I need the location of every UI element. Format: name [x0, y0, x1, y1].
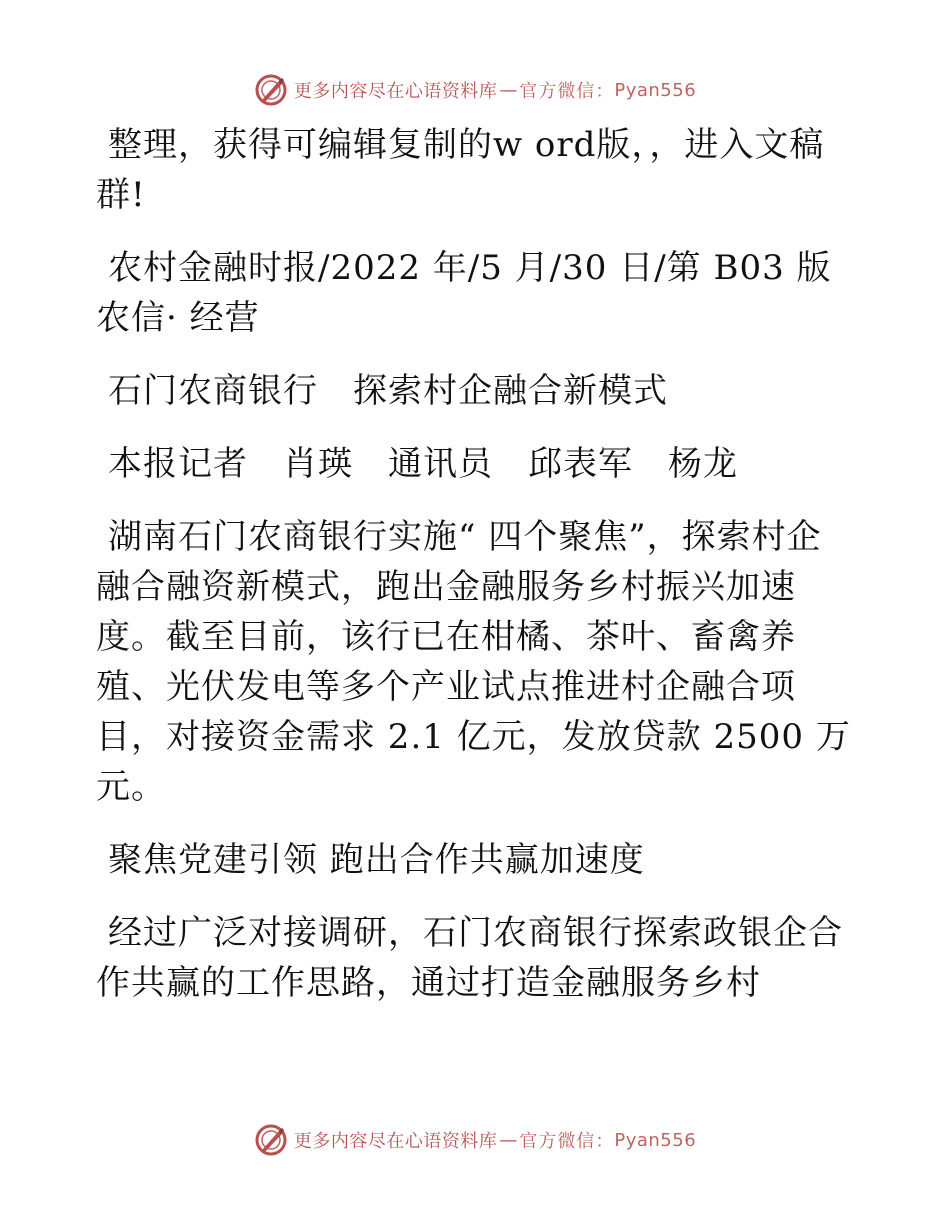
pen-circle-logo-icon — [254, 73, 288, 107]
banner-separator: — — [499, 1129, 518, 1151]
banner-separator: — — [499, 79, 518, 101]
banner-brand-text: 更多内容尽在心语资料库 — [293, 1131, 498, 1152]
pen-circle-logo-icon — [254, 1123, 288, 1157]
byline: 本报记者 肖瑛 通讯员 邱表军 杨龙 — [108, 444, 738, 484]
lead-paragraph: 湖南石门农商银行实施“ 四个聚焦”，探索村企融合融资新模式，跑出金融服务乡村振兴加速度。截至目前，该行已在柑橘、茶叶、畜禽养殖、光伏发电等多个产业试点推进村企融合项目，对接资金需求 2.1 亿元，发放贷款 2500 万元。 — [96, 517, 851, 807]
footer-banner — [0, 1120, 950, 1160]
banner-official-label: 官方微信： — [519, 81, 615, 102]
header-banner — [0, 70, 950, 110]
body-paragraph: 经过广泛对接调研，石门农商银行探索政银企合作共赢的工作思路，通过打造金融服务乡村 — [96, 913, 843, 1003]
section-heading: 聚焦党建引领 跑出合作共赢加速度 — [108, 840, 645, 880]
banner-official-label: 官方微信： — [519, 1131, 615, 1152]
intro-paragraph: 整理，获得可编辑复制的w ord版，，进入文稿群! — [96, 125, 825, 215]
banner-wechat-id: Pyan556 — [614, 1129, 697, 1151]
source-line: 农村金融时报/2022 年/5 月/30 日/第 B03 版农信· 经营 — [96, 248, 832, 338]
banner-wechat-id: Pyan556 — [614, 79, 697, 101]
article-title: 石门农商银行 探索村企融合新模式 — [108, 371, 668, 411]
document-body — [96, 120, 856, 1031]
banner-brand-text: 更多内容尽在心语资料库 — [293, 81, 498, 102]
